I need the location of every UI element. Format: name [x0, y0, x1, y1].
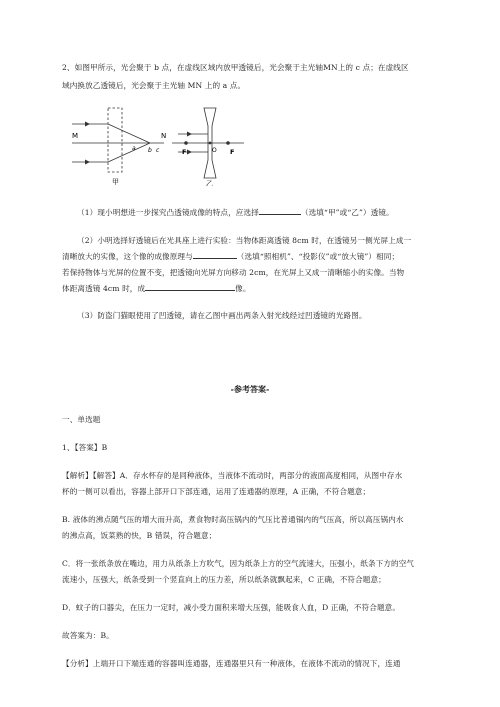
question-line-2: 域内换放乙透镜后，光会聚于主光轴 MN 上的 a 点。 — [62, 81, 246, 90]
answer-blank — [193, 249, 237, 259]
label-f-left: F — [182, 148, 187, 156]
converging-ray-bottom — [108, 143, 150, 162]
explanation-line-2: 杯的一侧可以看出，容器上部开口下部连通，运用了连通器的原理，A 正确，不符合题意； — [62, 487, 371, 496]
answer-blank — [145, 281, 235, 291]
dashed-region — [108, 108, 122, 172]
part-1: （1）现小明想进一步探究凸透镜成像的特点，应选择 （选填“甲”或“乙”）透镜。 — [62, 205, 440, 221]
part-3: （3）防盗门猫眼使用了凹透镜，请在乙图中画出两条入射光线经过凹透镜的光路图。 — [77, 311, 367, 320]
answer-q1: 1、【答案】B — [62, 443, 108, 452]
option-c-line-2: 流速小，压强大，纸条受到一个竖直向上的压力差，所以纸条就飘起来，C 正确，不符合题意； — [62, 575, 386, 584]
part-2: （2）小明选择好透镜后在光具座上进行实验：当物体距离透镜 8cm 时，在透镜另一侧光屏上成一 — [77, 236, 412, 245]
label-o: O — [212, 147, 217, 154]
label-a: a — [132, 145, 136, 152]
question-line-1: 2、如图甲所示，光会聚于 b 点，在虚线区域内放甲透镜后，光会聚于主光轴MN上的 c 点；在虚线区 — [62, 63, 409, 72]
arrow-icon — [85, 122, 90, 127]
label-n: N — [161, 132, 167, 140]
figure-jia — [72, 108, 166, 186]
option-d-line-1: D．蚊子的口器尖，在压力一定时，减小受力面积来增大压强，能吸食人血，D 正确，不符合题意。 — [62, 603, 401, 612]
label-b: b — [148, 147, 152, 154]
focus-point-right — [226, 141, 230, 145]
label-c: c — [156, 147, 160, 154]
optical-center — [209, 142, 212, 145]
answer-title: -参考答案- — [230, 384, 270, 394]
converging-ray-top — [108, 124, 150, 143]
conclusion: 故答案为：B。 — [62, 631, 114, 640]
part-2-line-3: 若保持物体与光屏的位置不变，把透镜向光屏方向移动 2cm，在光屏上又成一清晰缩小的实像。当物 — [62, 268, 405, 277]
label-m: M — [72, 132, 79, 140]
option-b-line-1: B. 液体的沸点随气压的增大而升高，煮食物时高压锅内的气压比普通锅内的气压高，所以高压锅内水 — [62, 515, 404, 524]
focus-point-left — [184, 141, 188, 145]
answer-blank — [259, 205, 301, 215]
option-c-line-1: C．将一张纸条放在嘴边，用力从纸条上方吹气，因为纸条上方的空气流速大，压强小，纸条下方的空气 — [62, 559, 415, 568]
label-jia: 甲 — [112, 178, 119, 186]
optics-figure — [68, 104, 248, 186]
option-b-line-2: 的沸点高，饭菜熟的快，B 错误，符合题意； — [62, 531, 217, 540]
figure-yi — [172, 108, 244, 186]
arrow-icon — [85, 160, 90, 165]
explanation-line-1: 【解析】【解答】A．存水杯存的是同种液体，当液体不流动时，两部分的液面高度相同，从图中存水 — [62, 471, 403, 480]
label-f-right: F — [230, 148, 235, 156]
arrow-icon — [187, 132, 192, 137]
analysis-line-1: 【分析】上端开口下端连通的容器叫连通器，连通器里只有一种液体，在液体不流动的情况下，连通 — [62, 659, 401, 668]
section-heading: 一、单选题 — [62, 415, 101, 424]
arrow-icon — [187, 150, 192, 155]
part-2-line-2: 清晰放大的实像，这个像的成像原理与 （选填“照相机”、“投影仪”或“放大镜”）相同； — [62, 249, 440, 265]
part-2-line-4: 体距离透镜 4cm 时，成 像。 — [62, 281, 440, 297]
label-yi: 乙 — [206, 180, 213, 186]
